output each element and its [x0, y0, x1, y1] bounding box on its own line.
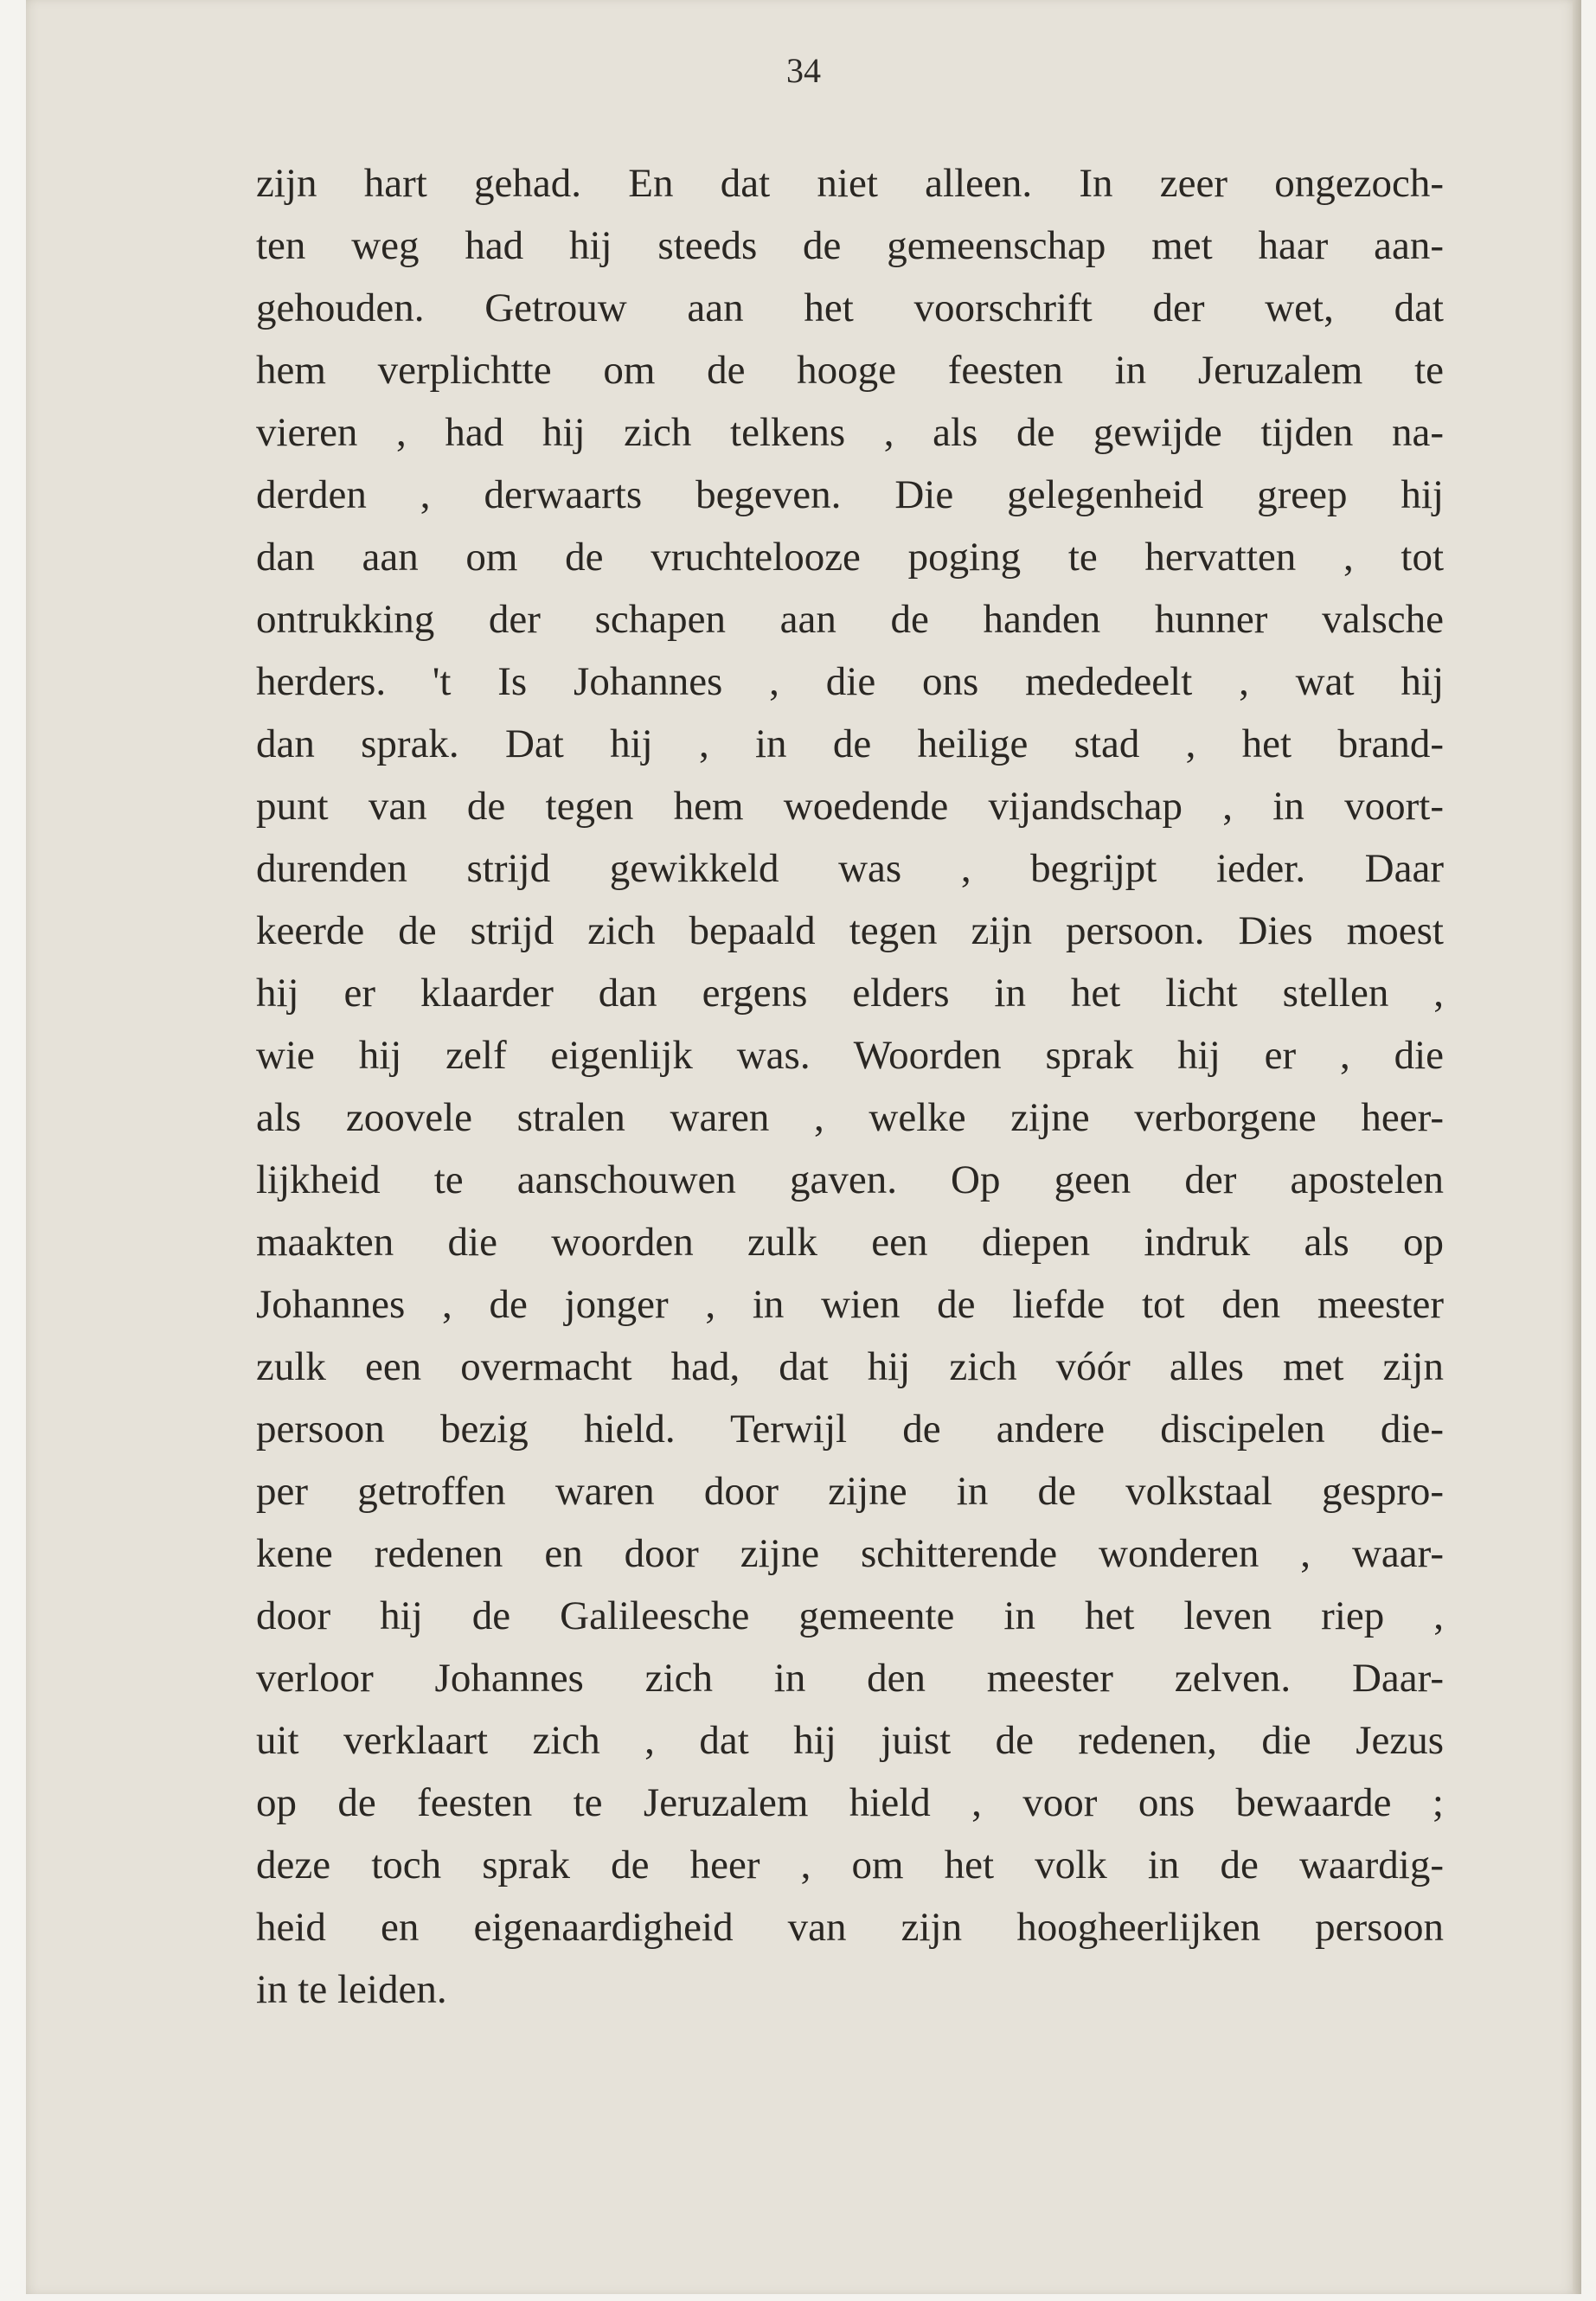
page-number: 34 — [786, 51, 821, 90]
text-line: ten weg had hij steeds de gemeenschap met haar aan- — [256, 223, 1444, 268]
text-line: op de feesten te Jeruzalem hield , voor ons bewaarde ; — [256, 1780, 1444, 1825]
text-line: per getroffen waren door zijne in de volkstaal gespro- — [256, 1469, 1444, 1514]
text-line: verloor Johannes zich in den meester zelven. Daar- — [256, 1656, 1444, 1701]
text-line: herders. 't Is Johannes , die ons mededeelt , wat hij — [256, 659, 1444, 704]
text-line: heid en eigenaardigheid van zijn hoogheerlijken persoon — [256, 1905, 1444, 1950]
text-line: zijn hart gehad. En dat niet alleen. In zeer ongezoch- — [256, 161, 1444, 206]
text-line: dan aan om de vruchtelooze poging te hervatten , tot — [256, 535, 1444, 580]
text-line: dan sprak. Dat hij , in de heilige stad , het brand- — [256, 721, 1444, 766]
text-line: durenden strijd gewikkeld was , begrijpt ieder. Daar — [256, 846, 1444, 891]
page-edge-shadow — [1573, 0, 1581, 2294]
book-page — [26, 0, 1581, 2294]
body-text — [256, 152, 1444, 2021]
text-line: derden , derwaarts begeven. Die gelegenheid greep hij — [256, 472, 1444, 517]
text-line: kene redenen en door zijne schitterende wonderen , waar- — [256, 1531, 1444, 1576]
text-line: uit verklaart zich , dat hij juist de redenen, die Jezus — [256, 1718, 1444, 1763]
text-line: zulk een overmacht had, dat hij zich vóór alles met zijn — [256, 1344, 1444, 1389]
text-line: door hij de Galileesche gemeente in het leven riep , — [256, 1593, 1444, 1638]
text-line: als zoovele stralen waren , welke zijne verborgene heer- — [256, 1095, 1444, 1140]
text-line: keerde de strijd zich bepaald tegen zijn persoon. Dies moest — [256, 908, 1444, 953]
text-line: hij er klaarder dan ergens elders in het licht stellen , — [256, 971, 1444, 1016]
text-line: maakten die woorden zulk een diepen indruk als op — [256, 1220, 1444, 1265]
text-line: deze toch sprak de heer , om het volk in de waardig- — [256, 1843, 1444, 1888]
text-line: Johannes , de jonger , in wien de liefde tot den meester — [256, 1282, 1444, 1327]
text-line: hem verplichtte om de hooge feesten in Jeruzalem te — [256, 348, 1444, 393]
text-line: persoon bezig hield. Terwijl de andere discipelen die- — [256, 1407, 1444, 1452]
text-line: in te leiden. — [256, 1967, 447, 2012]
text-line: ontrukking der schapen aan de handen hunner valsche — [256, 597, 1444, 642]
text-line: vieren , had hij zich telkens , als de gewijde tijden na- — [256, 410, 1444, 455]
text-line: punt van de tegen hem woedende vijandschap , in voort- — [256, 784, 1444, 829]
text-line: lijkheid te aanschouwen gaven. Op geen der apostelen — [256, 1157, 1444, 1202]
text-line: wie hij zelf eigenlijk was. Woorden sprak hij er , die — [256, 1033, 1444, 1078]
text-line: gehouden. Getrouw aan het voorschrift der wet, dat — [256, 285, 1444, 330]
